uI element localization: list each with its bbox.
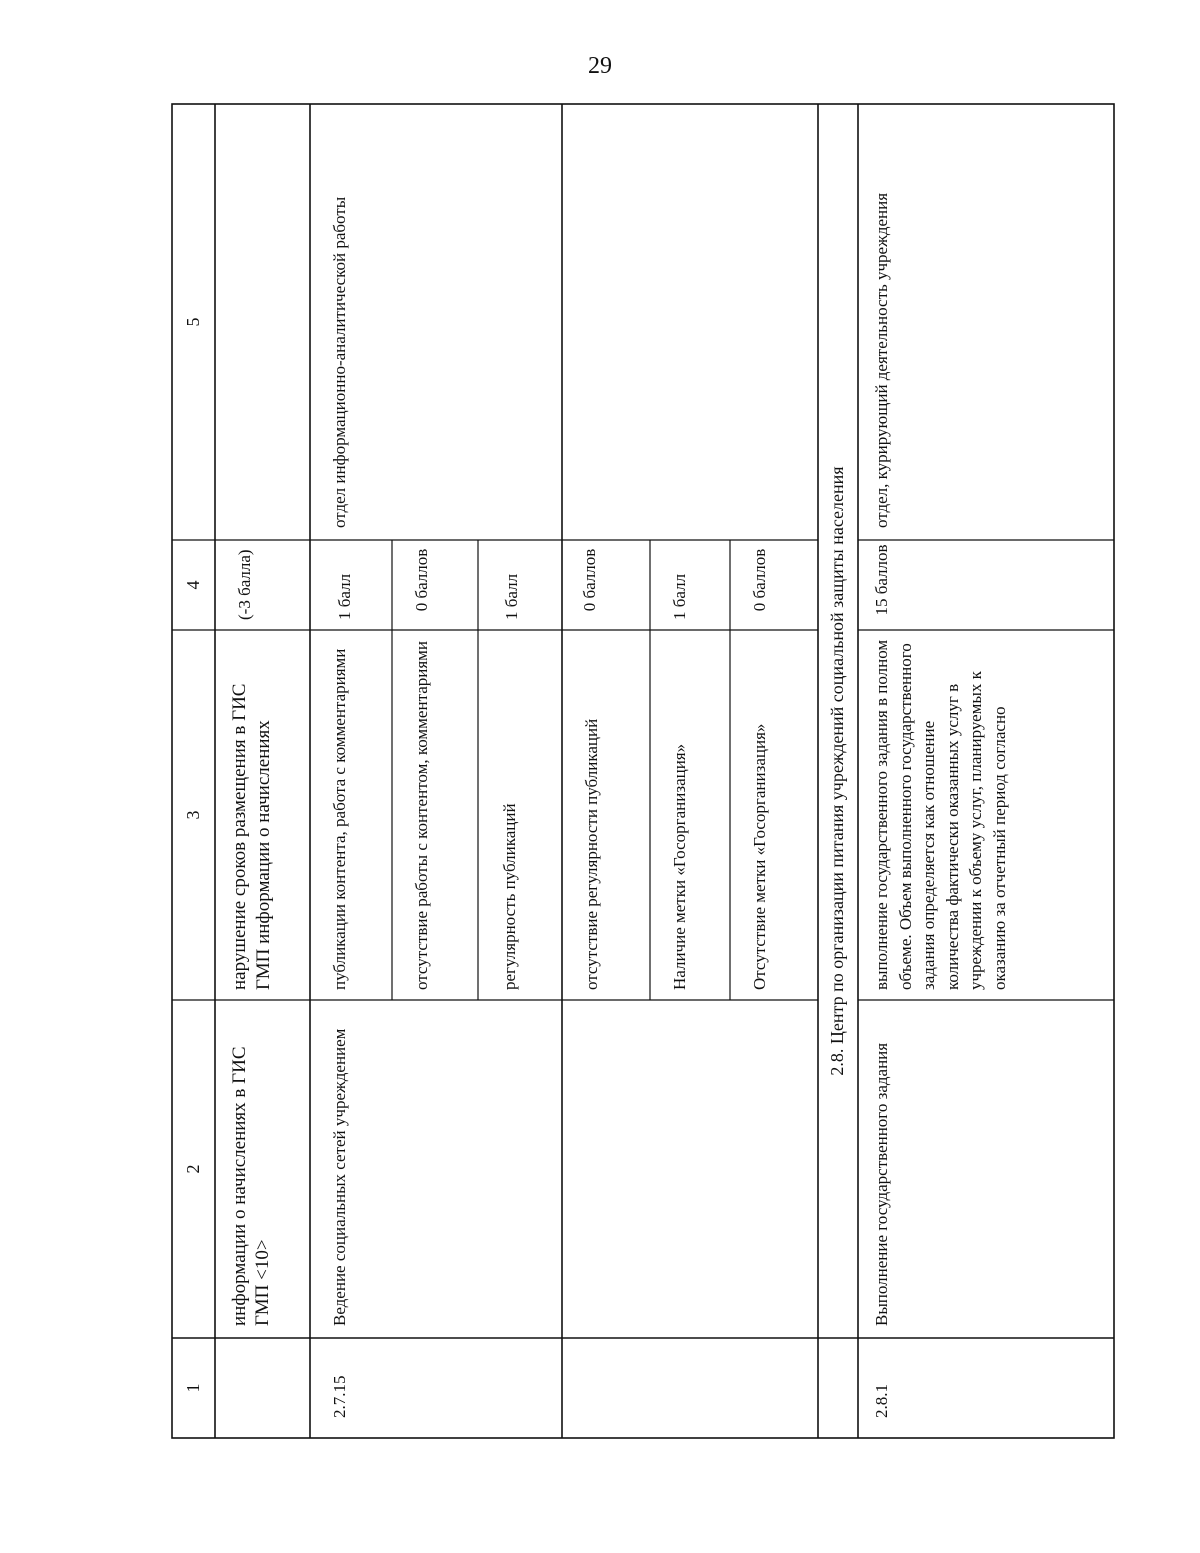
header-col-3: 3 [183, 810, 203, 820]
criterion-3-points: 1 балл [502, 573, 521, 620]
criterion-3-text: регулярность публикаций [500, 803, 519, 990]
header-col-1: 1 [183, 1383, 203, 1393]
continued-row-points: (-3 балла) [235, 549, 254, 620]
criterion-2-points: 0 баллов [412, 548, 431, 612]
criterion-2-text: отсутствие работы с контентом, комментариями [412, 640, 431, 990]
row-2-8-1-number: 2.8.1 [872, 1384, 891, 1418]
criterion-4-points: 0 баллов [580, 548, 599, 612]
criterion-5-text: Наличие метки «Госорганизация» [670, 743, 689, 990]
criterion-6-points: 0 баллов [750, 548, 769, 612]
criterion-5-points: 1 балл [670, 573, 689, 620]
criterion-4-text: отсутствие регулярности публикаций [582, 718, 601, 990]
header-col-4: 4 [183, 580, 203, 590]
row-2-8-1-responsible: отдел, курирующий деятельность учреждения [872, 192, 891, 528]
row-2-8-1-points: 15 баллов [872, 544, 891, 616]
continued-row-name: информации о начислениях в ГИС ГМП <10> [229, 1046, 273, 1326]
page-number: 29 [588, 53, 612, 79]
header-col-2: 2 [183, 1164, 203, 1174]
criterion-1-points: 1 балл [335, 573, 354, 620]
criterion-6-text: Отсутствие метки «Госорганизация» [750, 723, 769, 990]
row-2-8-1-criterion: выполнение государственного задания в полном объеме. Объем выполненного государственного задания определяется как отношение количества фактически оказанных услуг в учреждении к объему услуг, планируемых к оказанию за отчетный период согласно [872, 639, 1009, 990]
row-2-7-15-name: Ведение социальных сетей учреждением [330, 1028, 349, 1326]
row-2-7-15-number: 2.7.15 [330, 1375, 349, 1418]
header-col-5: 5 [183, 317, 203, 327]
criterion-1-text: публикации контента, работа с комментариями [330, 648, 349, 990]
continued-row-criterion: нарушение сроков размещения в ГИС ГМП информации о начислениях [229, 683, 274, 990]
row-2-8-1-name: Выполнение государственного задания [872, 1042, 891, 1326]
row-2-7-15-responsible: отдел информационно-аналитической работы [330, 196, 349, 528]
section-2-8-title: 2.8. Центр по организации питания учреждений социальной защиты населения [827, 466, 847, 1076]
